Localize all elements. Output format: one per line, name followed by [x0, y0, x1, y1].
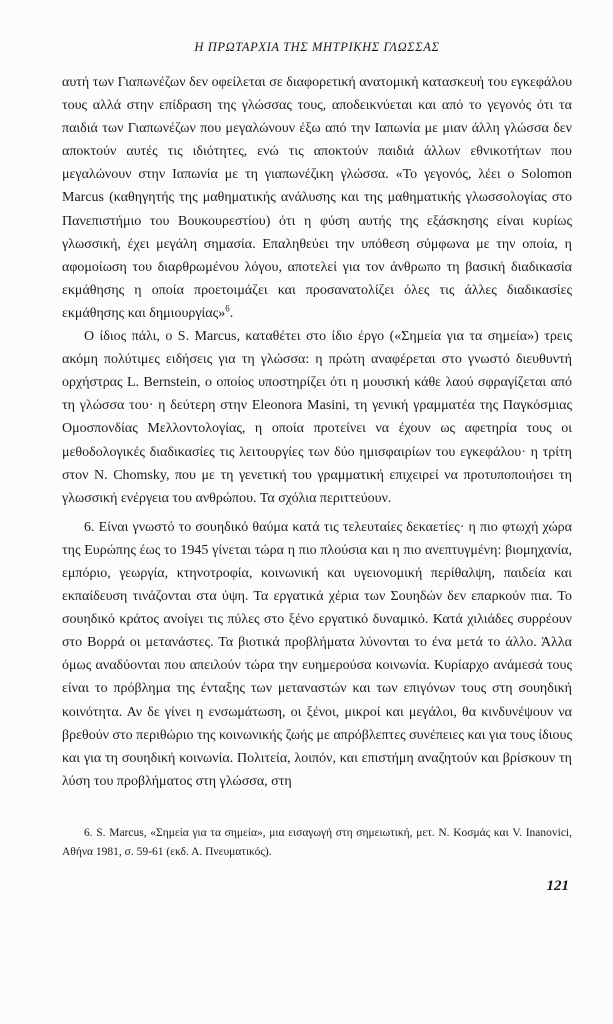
- paragraph-1: αυτή των Γιαπωνέζων δεν οφείλεται σε διαφορετική ανατομική κατασκευή του εγκεφάλου τους αλλά στην επίδραση της γλώσσας τους, αποδεικνύεται και από το γεγονός ότι τα παιδιά των Γιαπωνέζων που μεγαλώνουν έξω από την Ιαπωνία με μιαν άλλη γλώσσα δεν αποκτούν αυτές τις ιδιότητες, ενώ τις αποκτούν παιδιά άλλων εθνικοτήτων που μεγαλώνουν στην Ιαπωνία με τη γιαπωνέζικη γλώσσα. «Το γεγονός, λέει ο Solomon Marcus (καθηγητής της μαθηματικής ανάλυσης και της μαθηματικής γλωσσολογίας στο Πανεπιστήμιο του Βουκουρεστίου) ότι η φύση αυτής της εξάσκησης είναι κυρίως γλωσσική, έχει μεγάλη σημασία. Επαληθεύει την υπόθεση σύμφωνα με την οποία, η αφομοίωση του διαρθρωμένου λόγου, αποτελεί για τον άνθρωπο τη βασική διαδικασία εκμάθησης η οποία προετοιμάζει και προσανατολίζει όλες τις άλλες διαδικασίες εκμάθησης και δημιουργίας»$^6$.: [62, 75, 572, 321]
- paragraph-1-text: αυτή των Γιαπωνέζων δεν οφείλεται σε διαφορετική ανατομική κατασκευή του εγκεφάλου τους αλλά στην επίδραση της γλώσσας τους, αποδεικνύεται και από το γεγονός ότι τα παιδιά των Γιαπωνέζων που μεγαλώνουν έξω από την Ιαπωνία με μιαν άλλη γλώσσα δεν αποκτούν αυτές τις ιδιότητες, ενώ τις αποκτούν παιδιά άλλων εθνικοτήτων που μεγαλώνουν στην Ιαπωνία με τη γιαπωνέζικη γλώσσα. «Το γεγονός, λέει ο Solomon Marcus (καθηγητής της μαθηματικής ανάλυσης και της μαθηματικής γλωσσολογίας στο Πανεπιστήμιο του Βουκουρεστίου) ότι η φύση αυτής της εξάσκησης είναι κυρίως γλωσσική, έχει μεγάλη σημασία. Επαληθεύει την υπόθεση σύμφωνα με την οποία, η αφομοίωση του διαρθρωμένου λόγου, αποτελεί για τον άνθρωπο τη βασική διαδικασία εκμάθησης η οποία προετοιμάζει και προσανατολίζει όλες τις άλλες διαδικασίες εκμάθησης και δημιουργίας»: [62, 75, 572, 321]
- paragraph-3: 6. Είναι γνωστό το σουηδικό θαύμα κατά τις τελευταίες δεκαετίες· η πιο φτωχή χώρα της Ευρώπης έως το 1945 γίνεται τώρα η πιο πλούσια και η πιο ανεπτυγμένη: βιομηχανία, εμπόριο, γεωργία, κτηνοτροφία, κοινωνική και υγειονομική περίθαλψη, παιδεία και εκπαίδευση τινάζονται στα ύψη. Τα εργατικά χέρια των Σουηδών δεν επαρκούν πια. Το σουηδικό κράτος ανοίγει τις πύλες στο ξένο εργατικό δυναμικό. Κατά χιλιάδες συρρέουν στο Βορρά οι μετανάστες. Τα βιοτικά προβλήματα λύνονται το ένα μετά το άλλο. Άλλα όμως αναδύονται που απειλούν τώρα την ευημερούσα κοινωνία. Κυρίαρχο ανάμεσά τους είναι το πρόβλημα της ένταξης των μεταναστών και των επιγόνων τους στη σουηδική κοινότητα. Αν δε γίνει η ενσωμάτωση, οι ξένοι, μικροί και μεγάλοι, θα κινδυνέψουν να βρεθούν στο περιθώριο της κοινωνικής ζωής με απρόβλεπτες συνέπειες και για τους ίδιους και για τη σουηδική κοινωνία. Πολιτεία, λοιπόν, και επιστήμη αναζητούν και βρίσκουν τη λύση του προβλήματος στη γλώσσα, στη: [62, 519, 572, 789]
- page-number: 121: [546, 878, 569, 894]
- paragraph-2: Ο ίδιος πάλι, ο S. Marcus, καταθέτει στο ίδιο έργο («Σημεία για τα σημεία») τρεις ακόμη πολύτιμες ειδήσεις για τη γλώσσα: η πρώτη αναφέρεται στο γνωστό διευθυντή ορχήστρας L. Bernstein, ο οποίος υποστηρίζει ότι η μουσική κάθε λαού σφραγίζεται από τη γλώσσα του· η δεύτερη στην Eleonora Masini, τη γενική γραμματέα της Παγκόσμιας Ομοσπονδίας Μελλοντολογίας, η οποία προτείνει να έχουν ως αφετηρία τους οι μεθοδολογικές διαδικασίες τις λειτουργίες των δύο ημισφαιρίων του εγκεφάλου· η τρίτη στον N. Chomsky, που με τη γενετική του γραμματική επιχειρεί να προτυποποιήσει τη γλωσσική ενέργεια του ανθρώπου. Τα σχόλια περιττεύουν.: [62, 329, 572, 506]
- running-title: Η ΠΡΩΤΑΡΧΙΑ ΤΗΣ ΜΗΤΡΙΚΗΣ ΓΛΩΣΣΑΣ: [194, 40, 440, 54]
- footnote-reference: 6: [225, 303, 230, 314]
- footnote: 6. S. Marcus, «Σημεία για τα σημεία», μια εισαγωγή στη σημειωτική, μετ. Ν. Κοσμάς και V. Inanovici, Αθήνα 1981, σ. 59-61 (εκδ. Α. Πνευματικός).: [62, 827, 572, 858]
- page-body: [62, 40, 572, 793]
